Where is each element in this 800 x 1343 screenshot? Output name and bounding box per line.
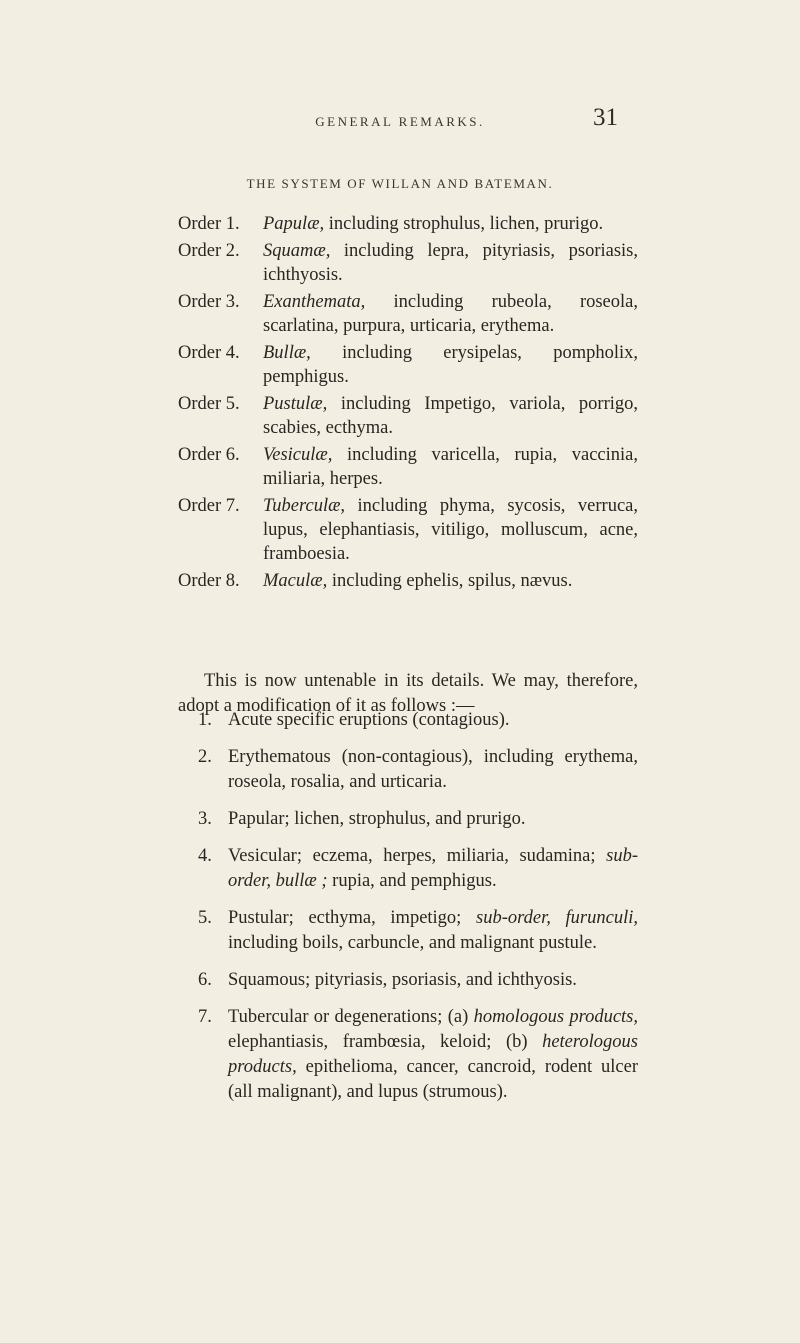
- order-label: Order 6.: [178, 445, 240, 465]
- item-italic-text: heterologous products,: [228, 1032, 638, 1077]
- order-label: Order 8.: [178, 571, 240, 591]
- item-text: Tubercular or degenerations; (a): [228, 1007, 474, 1027]
- order-name: Pustulæ,: [263, 394, 328, 414]
- item-number: 5.: [198, 908, 212, 928]
- modification-item: [178, 1005, 638, 1105]
- modification-item: [178, 807, 638, 832]
- item-italic-text: sub-order, furunculi,: [476, 908, 638, 928]
- item-text: rupia, and pemphigus.: [327, 871, 497, 891]
- order-name: Maculæ,: [263, 571, 328, 591]
- running-head: [0, 100, 800, 140]
- running-head-title: GENERAL REMARKS.: [315, 114, 485, 129]
- item-number: 2.: [198, 747, 212, 767]
- orders-list: [178, 212, 638, 596]
- section-heading: THE SYSTEM OF WILLAN AND BATEMAN.: [246, 176, 554, 191]
- item-italic-text: homologous products,: [473, 1007, 639, 1027]
- order-contents: including erysipelas, pompholix, pemphigus.: [263, 343, 638, 387]
- order-label: Order 5.: [178, 394, 240, 414]
- order-label: Order 4.: [178, 343, 240, 363]
- modification-item: [178, 844, 638, 894]
- order-label: Order 3.: [178, 292, 240, 312]
- order-item: [178, 443, 638, 491]
- item-number: 1.: [198, 710, 212, 730]
- modification-list: [178, 708, 638, 1117]
- order-contents: including Impetigo, variola, porrigo, scabies, ecthyma.: [263, 394, 638, 438]
- order-text: [263, 392, 638, 440]
- order-name: Exanthemata,: [263, 292, 366, 312]
- order-name: Squamæ,: [263, 241, 331, 261]
- order-item: [178, 239, 638, 287]
- item-text: Vesicular; eczema, herpes, miliaria, sudamina;: [228, 846, 607, 866]
- order-label: Order 1.: [178, 214, 240, 234]
- order-contents: including varicella, rupia, vaccinia, miliaria, herpes.: [263, 445, 638, 489]
- order-text: [263, 443, 638, 491]
- item-text: Papular; lichen, strophulus, and prurigo.: [228, 809, 526, 829]
- order-label: Order 7.: [178, 496, 240, 516]
- order-contents: including strophulus, lichen, prurigo.: [324, 214, 604, 234]
- body-paragraph: This is now untenable in its details. We may, therefore, adopt a modification of it as follows :—: [178, 670, 638, 716]
- item-number: 7.: [198, 1007, 212, 1027]
- item-text: elephantiasis, frambœsia, keloid; (b): [228, 1032, 543, 1052]
- order-name: Tuberculæ,: [263, 496, 346, 516]
- order-item: [178, 392, 638, 440]
- item-number: 6.: [198, 970, 212, 990]
- item-number: 4.: [198, 846, 212, 866]
- item-italic-text: sub-order, bullæ ;: [228, 846, 638, 891]
- item-text: Erythematous (non-contagious), including erythema, roseola, rosalia, and urticaria.: [228, 747, 638, 792]
- order-name: Bullæ,: [263, 343, 311, 363]
- modification-item: [178, 708, 638, 733]
- order-label: Order 2.: [178, 241, 240, 261]
- item-number: 3.: [198, 809, 212, 829]
- order-contents: including rubeola, roseola, scarlatina, purpura, urticaria, erythema.: [263, 292, 638, 336]
- item-text: Squamous; pityriasis, psoriasis, and ichthyosis.: [228, 970, 577, 990]
- order-item: [178, 494, 638, 566]
- order-contents: including lepra, pityriasis, psoriasis, ichthyosis.: [263, 241, 638, 285]
- modification-item: [178, 906, 638, 956]
- order-text: [263, 494, 638, 566]
- page-number: 31: [593, 104, 618, 131]
- order-item: [178, 290, 638, 338]
- order-text: [263, 290, 638, 338]
- item-text: Pustular; ecthyma, impetigo;: [228, 908, 476, 928]
- order-text: [263, 341, 638, 389]
- item-text: epithelioma, cancer, cancroid, rodent ulcer (all malignant), and lupus (strumous).: [228, 1057, 638, 1102]
- order-name: Vesiculæ,: [263, 445, 333, 465]
- modification-item: [178, 745, 638, 795]
- order-contents: including ephelis, spilus, nævus.: [327, 571, 573, 591]
- order-item: [178, 212, 638, 236]
- modification-item: [178, 968, 638, 993]
- order-text: [263, 239, 638, 287]
- order-item: [178, 569, 638, 593]
- item-text: Acute specific eruptions (contagious).: [228, 710, 510, 730]
- order-text: [263, 212, 638, 236]
- order-name: Papulæ,: [263, 214, 325, 234]
- order-text: [263, 569, 638, 593]
- item-text: including boils, carbuncle, and malignant pustule.: [228, 933, 597, 953]
- order-contents: including phyma, sycosis, verruca, lupus, elephantiasis, vitiligo, molluscum, acne, framboesia.: [263, 496, 638, 564]
- order-item: [178, 341, 638, 389]
